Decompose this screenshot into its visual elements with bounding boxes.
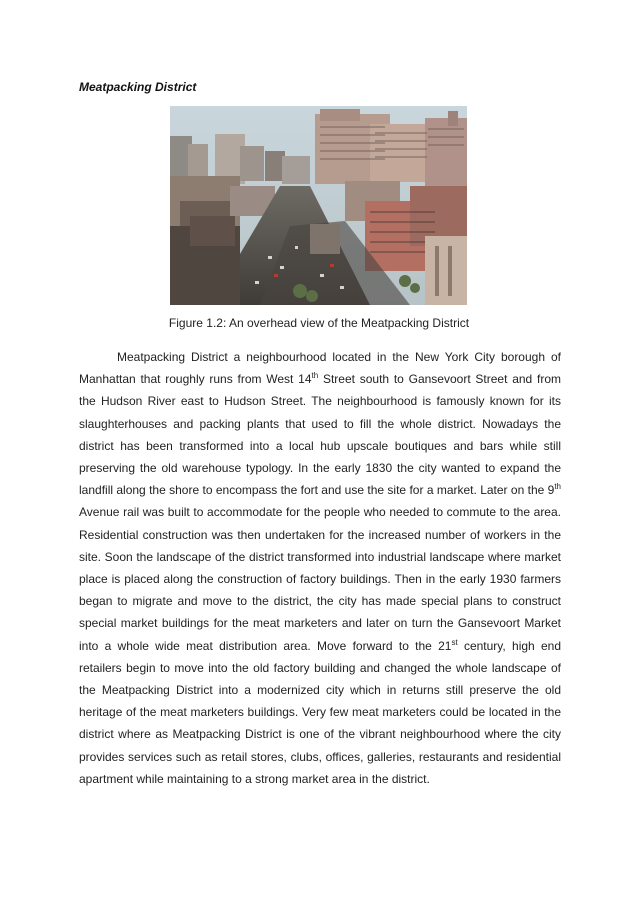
paragraph-text-3: Avenue rail was built to accommodate for the people who needed to commute to the area. Residential construction was then undertaken for the increased number of workers in the site. Soon the landscape of the district transformed into industrial landscape where market place is placed along the construction of factory buildings. Then in the early 1930 farmers began to migrate and move to the district, the city has made special plans to construct special market buildings for the meat marketers and later on turn the Gansevoort Market into a whole wide meat distribution area. Move forward to the 21: [79, 505, 561, 653]
ordinal-suffix-3: st: [451, 637, 458, 647]
meatpacking-district-photo: [170, 106, 467, 305]
section-heading: Meatpacking District: [79, 80, 197, 94]
figure-caption: Figure 1.2: An overhead view of the Meatpacking District: [168, 316, 470, 330]
paragraph-text-2: Street south to Gansevoort Street and from the Hudson River east to Hudson Street. The neighbourhood is famously known for its slaughterhouses and packing plants that used to fill the whole district. Nowadays the district has been transformed into a local hub upscale boutiques and bars while still preserving the old warehouse typology. In the early 1830 the city wanted to expand the landfill along the shore to encompass the fort and use the site for a market. Later on the 9: [79, 372, 561, 498]
ordinal-suffix-1: th: [311, 371, 319, 381]
paragraph-text-1: Meatpacking District a neighbourhood located in the New York City borough of Manhattan that roughly runs from West 14: [79, 350, 561, 387]
body-paragraph: [79, 346, 561, 790]
paragraph-text-4: century, high end retailers begin to move into the old factory building and changed the whole landscape of the Meatpacking District into a modernized city which in returns still preserve the old heritage of the meat marketers buildings. Very few meat marketers could be located in the district where as Meatpacking District is one of the vibrant neighbourhood where the city provides services such as retail stores, clubs, offices, galleries, restaurants and residential apartment while maintaining to a strong market area in the district.: [79, 638, 561, 786]
ordinal-suffix-2: th: [554, 482, 561, 492]
